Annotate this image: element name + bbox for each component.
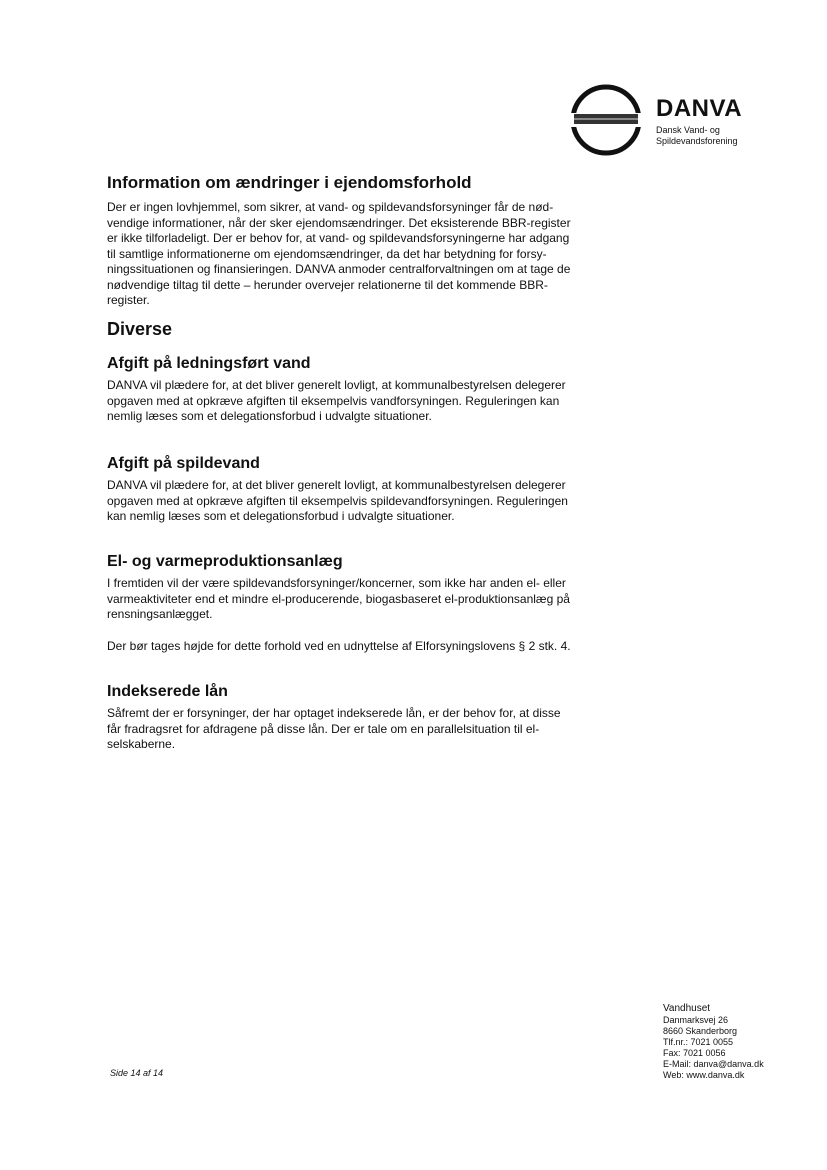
afgift-vand-line: opgaven med at opkræve afgiften til eksempelvis vandforsyningen. Reguleringen kan xyxy=(107,393,560,408)
logo-name: DANVA xyxy=(656,95,743,122)
el-varme-paragraph-2: Der bør tages højde for dette forhold ved en udnyttelse af Elforsyningslovens § 2 stk. 4. xyxy=(107,638,571,653)
diverse-section xyxy=(107,318,627,340)
afgift-spildevand-line: kan nemlig læses som et delegationsforbud i udvalgte situationer. xyxy=(107,509,455,523)
indekserede-line: selskaberne. xyxy=(107,737,176,751)
info-line: register. xyxy=(107,293,150,307)
afgift-spildevand-section xyxy=(107,454,627,525)
indekserede-line: Såfremt der er forsyninger, der har optaget indekserede lån, er der behov for, at disse xyxy=(107,706,561,720)
afgift-vand-line: DANVA vil plædere for, at det bliver generelt lovligt, at kommunalbestyrelsen delegerer xyxy=(107,378,566,392)
afgift-spildevand-heading: Afgift på spildevand xyxy=(107,455,260,472)
info-section xyxy=(107,172,627,309)
logo-subtitle-line: Spildevandsforening xyxy=(656,136,738,146)
indekserede-heading: Indekserede lån xyxy=(107,683,228,700)
footer-address xyxy=(663,1002,764,1081)
el-varme-line: I fremtiden vil der være spildevandsforsyninger/koncerner, som ikke har anden el- eller xyxy=(107,576,566,590)
indekserede-line: får fradragsret for afdragene på disse lån. Der er tale om en parallelsituation til el- xyxy=(107,721,540,736)
page-number: Side 14 af 14 xyxy=(110,1068,164,1078)
danva-logo xyxy=(566,80,756,160)
danva-logo-mark-icon xyxy=(566,80,646,160)
address-fax: Fax: 7021 0056 xyxy=(663,1048,726,1058)
afgift-vand-section xyxy=(107,354,627,425)
info-line: Der er ingen lovhjemmel, som sikrer, at vand- og spildevandsforsyninger får de nød- xyxy=(107,200,554,214)
afgift-vand-heading: Afgift på ledningsført vand xyxy=(107,355,311,372)
info-line: vendige informationer, når der sker ejendomsændringer. Det eksisterende BBR-register xyxy=(107,215,571,230)
afgift-spildevand-line: opgaven med at opkræve afgiften til eksempelvis spildevandforsyningen. Reguleringen xyxy=(107,493,568,508)
info-line: ningssituationen og finansieringen. DANVA anmoder centralforvaltningen om at tage de xyxy=(107,262,571,276)
afgift-spildevand-line: DANVA vil plædere for, at det bliver generelt lovligt, at kommunalbestyrelsen delegerer xyxy=(107,478,566,492)
diverse-heading: Diverse xyxy=(107,319,173,339)
info-line: til samtlige informationerne om ejendomsændringer, da det har betydning for forsy- xyxy=(107,246,547,261)
info-heading: Information om ændringer i ejendomsforhold xyxy=(107,173,472,192)
address-email: E-Mail: danva@danva.dk xyxy=(663,1059,764,1069)
logo-subtitle xyxy=(656,125,738,147)
address-street: Danmarksvej 26 xyxy=(663,1015,729,1025)
address-web: Web: www.danva.dk xyxy=(663,1070,745,1080)
logo-subtitle-line: Dansk Vand- og xyxy=(656,125,720,135)
indekserede-section xyxy=(107,682,627,753)
address-phone: Tlf.nr.: 7021 0055 xyxy=(663,1037,734,1047)
info-line: nødvendige tiltag til dette – herunder overvejer relationerne til det kommende BBR- xyxy=(107,277,548,292)
address-name: Vandhuset xyxy=(663,1003,711,1014)
address-city: 8660 Skanderborg xyxy=(663,1026,738,1036)
info-line: er ikke tilforladeligt. Der er behov for, at vand- og spildevandsforsyningerne har adgang xyxy=(107,231,570,245)
el-varme-line: varmeaktiviteter end et mindre el-producerende, biogasbaseret el-produktionsanlæg på xyxy=(107,591,570,606)
el-varme-heading: El- og varmeproduktionsanlæg xyxy=(107,553,343,570)
el-varme-line: rensningsanlægget. xyxy=(107,607,213,621)
el-varme-section xyxy=(107,552,627,654)
afgift-vand-line: nemlig læses som et delegationsforbud i udvalgte situationer. xyxy=(107,409,432,423)
